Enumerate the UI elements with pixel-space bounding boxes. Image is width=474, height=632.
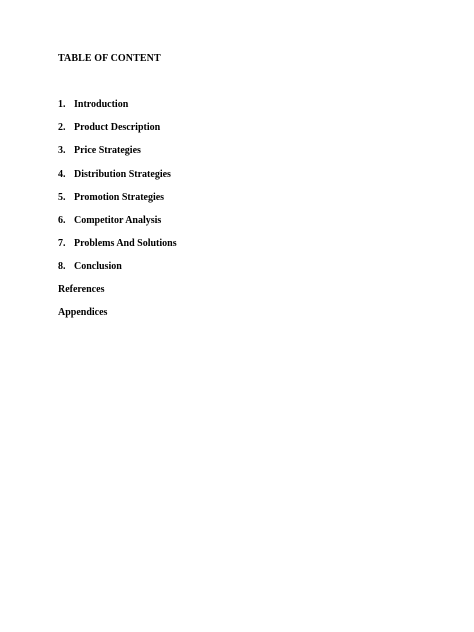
toc-item-number: 6. — [58, 214, 66, 226]
toc-item-number: 4. — [58, 168, 66, 180]
toc-unnumbered-list — [58, 284, 107, 330]
toc-item-appendices: Appendices — [58, 307, 108, 319]
toc-item-label: Problems And Solutions — [74, 238, 177, 250]
toc-item-number: 1. — [58, 99, 66, 110]
toc-item-label: Conclusion — [74, 261, 122, 273]
toc-item-product-description — [58, 122, 177, 145]
toc-item-references: References — [58, 284, 105, 295]
toc-item-label: Price Strategies — [74, 145, 141, 157]
toc-item-price-strategies — [58, 145, 177, 168]
toc-item-number: 7. — [58, 238, 66, 250]
toc-item-promotion-strategies — [58, 192, 177, 215]
toc-item-number: 8. — [58, 261, 66, 273]
toc-item-label: Competitor Analysis — [74, 214, 162, 226]
page-title: TABLE OF CONTENT — [58, 53, 161, 64]
toc-item-number: 2. — [58, 122, 66, 134]
toc-item-conclusion — [58, 261, 177, 284]
toc-item-number: 3. — [58, 145, 66, 157]
toc-item-distribution-strategies — [58, 169, 177, 192]
toc-item-label: Distribution Strategies — [74, 168, 171, 180]
toc-item-competitor-analysis — [58, 215, 177, 238]
toc-item-problems-and-solutions — [58, 238, 177, 261]
toc-numbered-list — [58, 99, 177, 285]
toc-item-label: Product Description — [74, 122, 161, 134]
toc-item-label: Introduction — [74, 99, 129, 110]
toc-item-introduction — [58, 99, 177, 122]
toc-item-label: Promotion Strategies — [74, 191, 165, 203]
toc-item-number: 5. — [58, 191, 66, 203]
